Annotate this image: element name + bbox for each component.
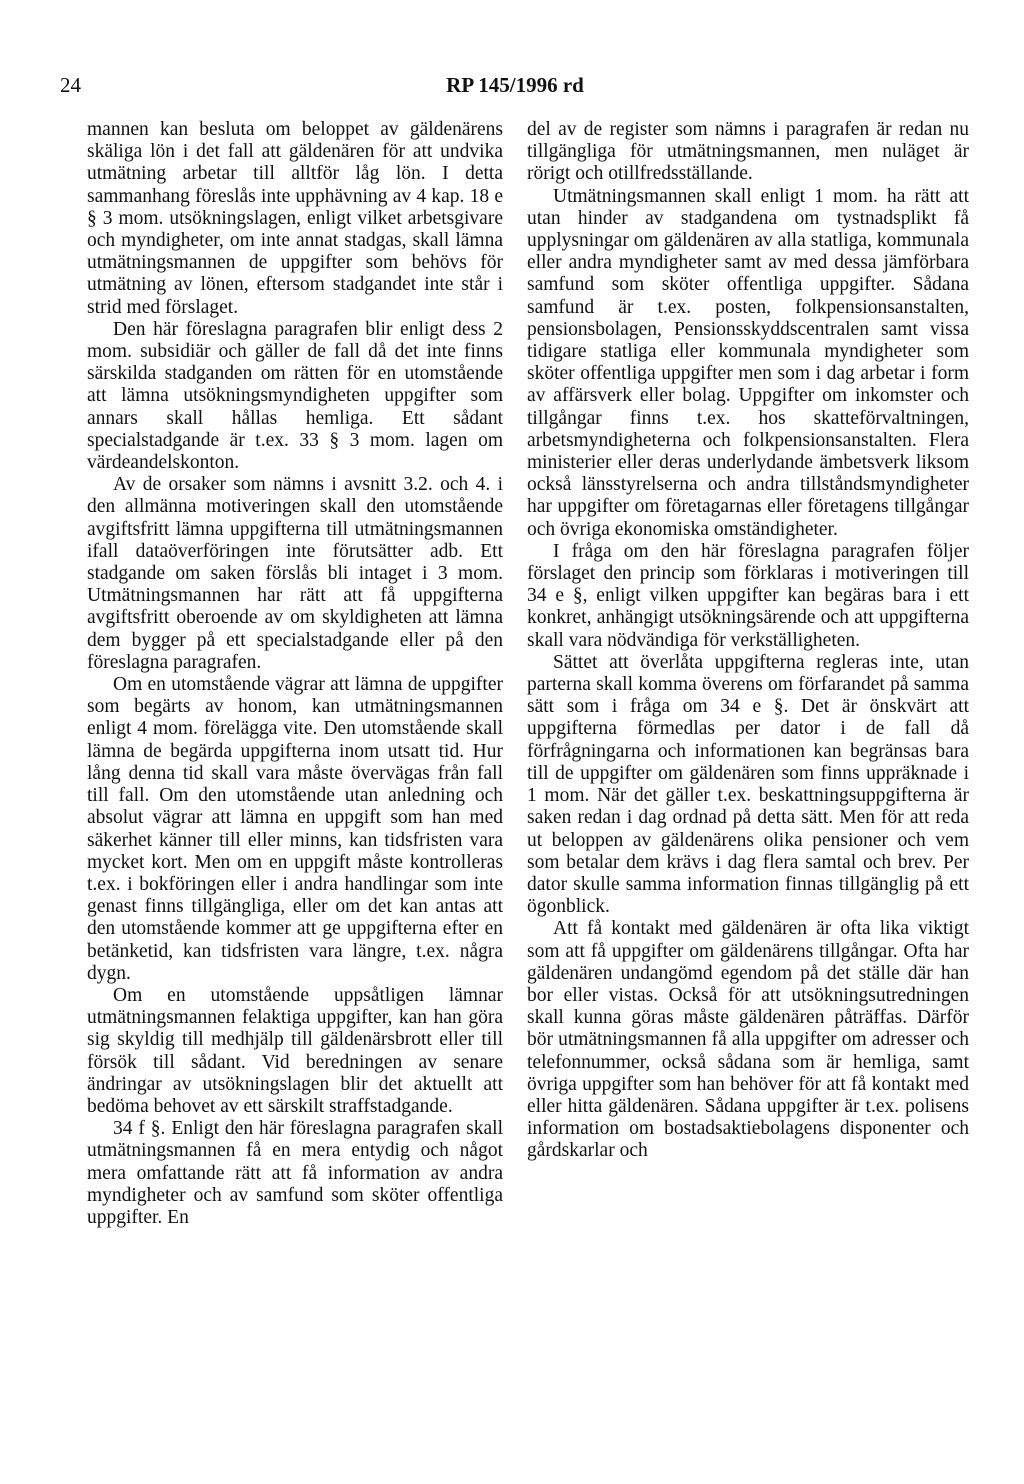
document-id: RP 145/1996 rd: [446, 73, 584, 97]
paragraph: Av de orsaker som nämns i avsnitt 3.2. och 4. i den allmänna motiveringen skall den utomstående avgiftsfritt lämna uppgifterna till utmätningsmannen ifall dataöverföringen inte förutsätter adb. Ett stadgande om saken förslås bli intaget i 3 mom. Utmätningsmannen har rätt att få uppgifterna avgiftsfritt oberoende av om skyldigheten att lämna dem bygger på ett specialstadgande eller på den föreslagna paragrafen.: [87, 474, 503, 673]
page-number: 24: [60, 73, 81, 97]
paragraph: Den här föreslagna paragrafen blir enligt dess 2 mom. subsidiär och gäller de fall då det inte finns särskilda stadganden om rätten för en utomstående att lämna utsökningsmyndigheten uppgifter som annars skall hållas hemliga. Ett sådant specialstadgande är t.ex. 33 § 3 mom. lagen om värdeandelskonton.: [87, 318, 503, 474]
paragraph: I fråga om den här föreslagna paragrafen följer förslaget den princip som förklaras i motiveringen till 34 e §, enligt vilken uppgifter kan begäras bara i ett konkret, anhängigt utsökningsärende och att uppgifterna skall vara nödvändiga för verkställigheten.: [527, 540, 969, 651]
paragraph: del av de register som nämns i paragrafen är redan nu tillgängliga för utmätningsmannen, men nuläget är rörigt och otillfredsställande.: [527, 119, 969, 185]
paragraph: Sättet att överlåta uppgifterna regleras inte, utan parterna skall komma överens om förfarandet på samma sätt som i fråga om 34 e §. Det är önskvärt att uppgifterna förmedlas per dator i de fall då förfrågningarna och informationen kan begränsas bara till de uppgifter om gäldenären som finns uppräknade i 1 mom. När det gäller t.ex. beskattningsuppgifterna är saken redan i dag ordnad på detta sätt. Men för att reda ut beloppen av gäldenärens olika pensioner och vem som betalar dem krävs i dag flera samtal och brev. Per dator skulle samma information finnas tillgänglig på ett ögonblick.: [527, 651, 969, 918]
right-column: [527, 119, 969, 1163]
left-column: [87, 119, 503, 1229]
paragraph: Att få kontakt med gäldenären är ofta lika viktigt som att få uppgifter om gäldenärens tillgångar. Ofta har gäldenären undangömd egendom på det ställe där han bor eller vistas. Också för att utsökningsutredningen skall kunna göras måste gäldenären påträffas. Därför bör utmätningsmannen få alla uppgifter om adresser och telefonnummer, också sådana som är hemliga, samt övriga uppgifter som han behöver för att få kontakt med eller hitta gäldenären. Sådana uppgifter är t.ex. polisens information om bostadsaktiebolagens disponenter och gårdskarlar och: [527, 918, 969, 1162]
paragraph: 34 f §. Enligt den här föreslagna paragrafen skall utmätningsmannen få en mera entydig och något mera omfattande rätt att få information av andra myndigheter och av samfund som sköter offentliga uppgifter. En: [87, 1118, 503, 1228]
paragraph: Utmätningsmannen skall enligt 1 mom. ha rätt att utan hinder av stadgandena om tystnadsplikt få upplysningar om gäldenären av alla statliga, kommunala eller andra myndigheter samt av med dessa jämförbara samfund som sköter offentliga uppgifter. Sådana samfund är t.ex. posten, folkpensionsanstalten, pensionsbolagen, Pensionsskyddscentralen samt vissa tidigare statliga eller kommunala myndigheter som sköter offentliga uppgifter men som i dag arbetar i form av affärsverk eller bolag. Uppgifter om inkomster och tillgångar finns t.ex. hos skatteförvaltningen, arbetsmyndigheterna och folkpensionsanstalten. Flera ministerier eller deras underlydande ämbetsverk liksom också länsstyrelserna och andra tillståndsmyndigheter har uppgifter om företagarnas eller företagens tillgångar och övriga ekonomiska omständigheter.: [527, 185, 969, 540]
paragraph: mannen kan besluta om beloppet av gäldenärens skäliga lön i det fall att gäldenären för att undvika utmätning arbetar till alltför låg lön. I detta sammanhang föreslås inte upphävning av 4 kap. 18 e § 3 mom. utsökningslagen, enligt vilket arbetsgivare och myndigheter, om inte annat stadgas, skall lämna utmätningsmannen de uppgifter som behövs för utmätning av lönen, eftersom stadgandet inte står i strid med förslaget.: [87, 119, 503, 318]
paragraph: Om en utomstående uppsåtligen lämnar utmätningsmannen felaktiga uppgifter, kan han göra sig skyldig till medhjälp till gäldenärsbrott eller till försök till sådant. Vid beredningen av senare ändringar av utsökningslagen blir det aktuellt att bedöma behovet av ett särskilt straffstadgande.: [87, 984, 503, 1117]
paragraph: Om en utomstående vägrar att lämna de uppgifter som begärts av honom, kan utmätningsmannen enligt 4 mom. förelägga vite. Den utomstående skall lämna de begärda uppgifterna inom utsatt tid. Hur lång denna tid skall vara måste övervägas från fall till fall. Om den utomstående utan anledning och absolut vägrar att lämna en uppgift som han med säkerhet känner till eller minns, kan tidsfristen vara mycket kort. Men om en uppgift måste kontrolleras t.ex. i bokföringen eller i andra handlingar som inte genast finns tillgängliga, eller om det kan antas att den utomstående kommer att ge uppgifterna efter en betänketid, kan tidsfristen vara längre, t.ex. några dygn.: [87, 674, 503, 984]
